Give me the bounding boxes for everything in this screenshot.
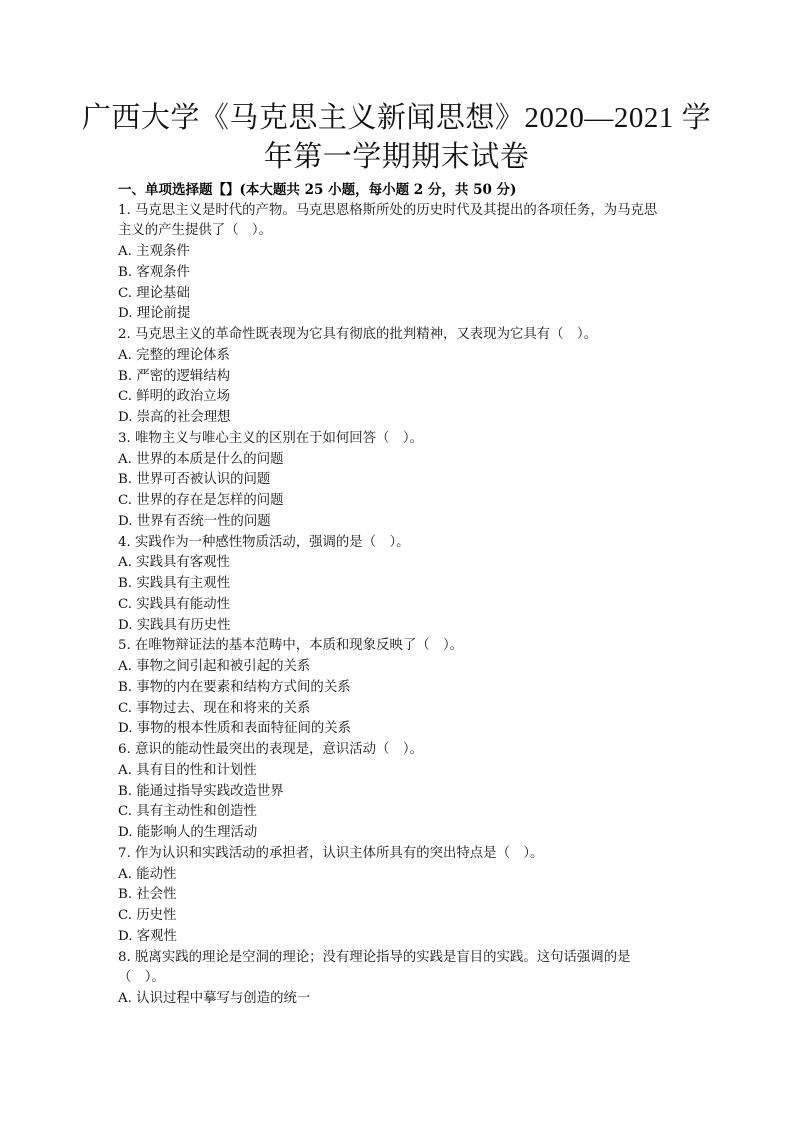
question-stem: 7. 作为认识和实践活动的承担者，认识主体所具有的突出特点是（ ）。 bbox=[118, 845, 544, 861]
question-stem: 2. 马克思主义的革命性既表现为它具有彻底的批判精神，又表现为它具有（ ）。 bbox=[118, 327, 598, 342]
question-stem-continued: 主义的产生提供了（ ）。 bbox=[118, 223, 272, 239]
question-1 bbox=[118, 201, 680, 326]
option-a: A. 世界的本质是什么的问题 bbox=[118, 451, 284, 467]
option-b: B. 事物的内在要素和结构方式间的关系 bbox=[118, 679, 351, 695]
option-a: A. 能动性 bbox=[118, 866, 177, 882]
option-a: A. 具有目的性和计划性 bbox=[118, 762, 257, 778]
question-3 bbox=[118, 429, 680, 533]
option-a: A. 主观条件 bbox=[118, 244, 190, 259]
option-d: D. 世界有否统一性的问题 bbox=[118, 513, 271, 529]
option-c: C. 具有主动性和创造性 bbox=[118, 804, 257, 820]
document-title-line-2: 年第一学期期末试卷 bbox=[263, 141, 530, 173]
question-7 bbox=[118, 844, 680, 948]
option-c: C. 世界的存在是怎样的问题 bbox=[118, 493, 284, 508]
option-c: C. 鲜明的政治立场 bbox=[118, 389, 231, 405]
option-b: B. 能通过指导实践改造世界 bbox=[118, 783, 284, 799]
question-5 bbox=[118, 636, 680, 740]
option-b: B. 实践具有主观性 bbox=[118, 576, 231, 591]
question-8 bbox=[118, 948, 680, 1010]
option-a: A. 认识过程中摹写与创造的统一 bbox=[118, 991, 311, 1006]
question-stem: 4. 实践作为一种感性物质活动，强调的是（ ）。 bbox=[118, 534, 410, 550]
option-d: D. 崇高的社会理想 bbox=[118, 410, 231, 425]
option-a: A. 实践具有客观性 bbox=[118, 555, 230, 571]
option-c: C. 历史性 bbox=[118, 908, 177, 923]
question-2 bbox=[118, 325, 680, 429]
question-6 bbox=[118, 740, 680, 844]
option-b: B. 客观条件 bbox=[118, 264, 190, 280]
section-heading: 一、单项选择题【】(本大题共 25 小题，每小题 2 分，共 50 分) bbox=[118, 182, 517, 198]
question-4 bbox=[118, 533, 680, 637]
question-list bbox=[118, 201, 680, 1010]
option-d: D. 实践具有历史性 bbox=[118, 617, 231, 633]
option-d: D. 理论前提 bbox=[118, 306, 191, 322]
option-d: D. 事物的根本性质和表面特征间的关系 bbox=[118, 721, 352, 737]
option-c: C. 事物过去、现在和将来的关系 bbox=[118, 700, 311, 716]
option-b: B. 社会性 bbox=[118, 887, 177, 903]
option-d: D. 能影响人的生理活动 bbox=[118, 825, 258, 840]
question-stem: 6. 意识的能动性最突出的表现是，意识活动（ ）。 bbox=[118, 742, 423, 757]
option-c: C. 理论基础 bbox=[118, 285, 190, 301]
document-title-line-1: 广西大学《马克思主义新闻思想》2020—2021 学 bbox=[81, 102, 712, 134]
option-a: A. 完整的理论体系 bbox=[118, 347, 230, 363]
option-a: A. 事物之间引起和被引起的关系 bbox=[118, 659, 311, 674]
question-stem-continued: （ ）。 bbox=[118, 970, 165, 986]
option-d: D. 客观性 bbox=[118, 928, 177, 944]
question-stem: 8. 脱离实践的理论是空洞的理论；没有理论指导的实践是盲目的实践。这句话强调的是 bbox=[118, 949, 631, 965]
option-b: B. 世界可否被认识的问题 bbox=[118, 472, 271, 488]
option-c: C. 实践具有能动性 bbox=[118, 596, 231, 612]
question-stem: 3. 唯物主义与唯心主义的区别在于如何回答（ ）。 bbox=[118, 430, 423, 446]
question-stem: 1. 马克思主义是时代的产物。马克思恩格斯所处的历史时代及其提出的各项任务，为马克思 bbox=[118, 202, 658, 218]
option-b: B. 严密的逻辑结构 bbox=[118, 368, 231, 384]
question-stem: 5. 在唯物辩证法的基本范畴中，本质和现象反映了（ ）。 bbox=[118, 638, 464, 654]
